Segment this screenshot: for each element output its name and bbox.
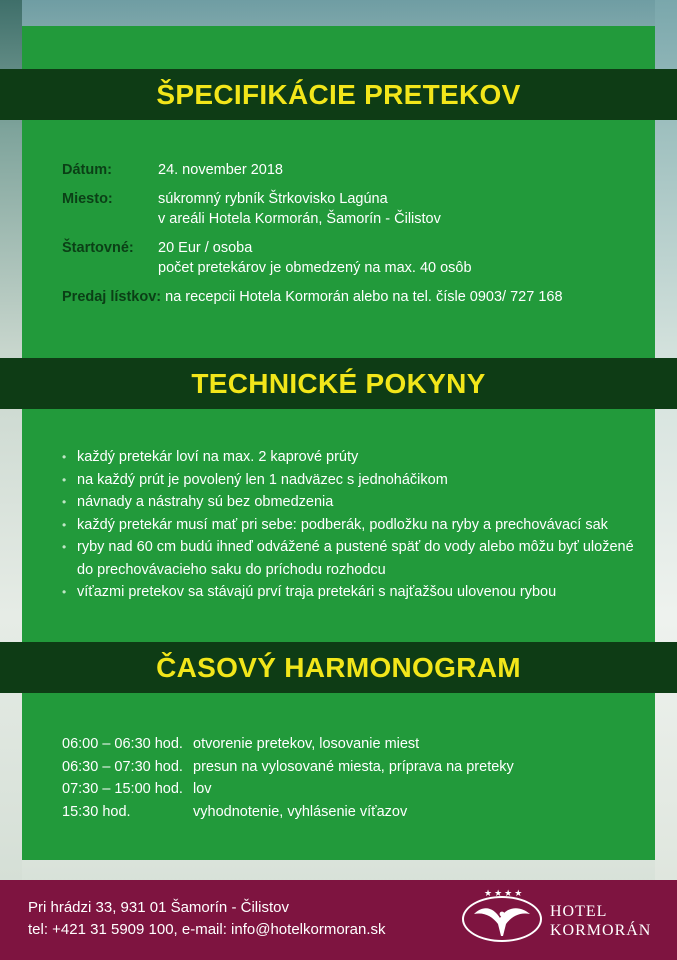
section-header-schedule	[0, 642, 677, 693]
place-line-1: súkromný rybník Štrkovisko Lagúna	[158, 191, 388, 207]
background-left-photo	[0, 0, 22, 880]
schedule-row	[62, 756, 652, 779]
cormorant-icon	[470, 898, 534, 940]
section-header-tech	[0, 358, 677, 409]
place-value	[158, 189, 652, 229]
list-item: • každý pretekár musí mať pri sebe: podberák, podložku na ryby a prechovávací sak	[62, 514, 652, 537]
schedule-event: lov	[193, 781, 212, 797]
spec-row-tickets	[62, 287, 652, 307]
fee-label: Štartovné:	[62, 240, 134, 256]
place-line-2: v areáli Hotela Kormorán, Šamorín - Čilistov	[158, 211, 441, 227]
list-item: • ryby nad 60 cm budú ihneď odvážené a pustené späť do vody alebo môžu byť uložené do prechovávacieho saku do príchodu rozhodcu	[62, 536, 652, 581]
footer-contact[interactable]: tel: +421 31 5909 100, e-mail: info@hotelkormoran.sk	[28, 921, 386, 938]
specs-title: ŠPECIFIKÁCIE PRETEKOV	[156, 78, 521, 110]
logo-line-kormoran: KORMORÁN	[550, 922, 652, 939]
spec-row-fee	[62, 238, 652, 278]
schedule-event: presun na vylosované miesta, príprava na preteky	[193, 758, 514, 775]
schedule-row	[62, 801, 652, 824]
footer-bar	[0, 880, 677, 960]
schedule-event: vyhodnotenie, vyhlásenie víťazov	[193, 803, 408, 820]
schedule-title: ČASOVÝ HARMONOGRAM	[156, 651, 521, 683]
schedule-table	[62, 733, 652, 823]
specs-block	[62, 160, 652, 316]
fee-value	[158, 238, 652, 278]
background-right-photo	[655, 0, 677, 880]
section-header-specs	[0, 69, 677, 120]
spec-row-place	[62, 189, 652, 229]
schedule-time: 06:00 – 06:30 hod.	[62, 736, 183, 752]
footer-address-block	[28, 897, 386, 941]
place-label: Miesto:	[62, 191, 113, 207]
schedule-time: 06:30 – 07:30 hod.	[62, 758, 183, 775]
logo-stars: ★★★★	[484, 888, 525, 898]
schedule-time: 07:30 – 15:00 hod.	[62, 781, 183, 797]
schedule-row	[62, 778, 652, 801]
logo-wordmark	[550, 902, 651, 940]
date-value: 24. november 2018	[158, 162, 283, 178]
hotel-logo	[462, 888, 662, 952]
tickets-value: na recepcii Hotela Kormorán alebo na tel. čísle 0903/ 727 168	[165, 289, 563, 305]
spec-row-date	[62, 160, 652, 180]
list-item: • na každý prút je povolený len 1 nadväzec s jednoháčikom	[62, 469, 652, 492]
fee-line-1: 20 Eur / osoba	[158, 240, 253, 256]
tech-list	[62, 446, 652, 604]
list-item: • víťazmi pretekov sa stávajú prví traja pretekári s najťažšou ulovenou rybou	[62, 581, 652, 604]
logo-line-hotel: HOTEL	[550, 903, 608, 920]
tech-title: TECHNICKÉ POKYNY	[191, 367, 486, 399]
schedule-time: 15:30 hod.	[62, 803, 131, 820]
date-label: Dátum:	[62, 162, 112, 178]
list-item: • každý pretekár loví na max. 2 kaprové prúty	[62, 446, 652, 469]
footer-address: Pri hrádzi 33, 931 01 Šamorín - Čilistov	[28, 899, 289, 916]
tickets-label: Predaj lístkov:	[62, 289, 162, 305]
schedule-row	[62, 733, 652, 756]
fee-line-2: počet pretekárov je obmedzený na max. 40 osôb	[158, 260, 472, 276]
list-item: • návnady a nástrahy sú bez obmedzenia	[62, 491, 652, 514]
schedule-event: otvorenie pretekov, losovanie miest	[193, 736, 420, 752]
